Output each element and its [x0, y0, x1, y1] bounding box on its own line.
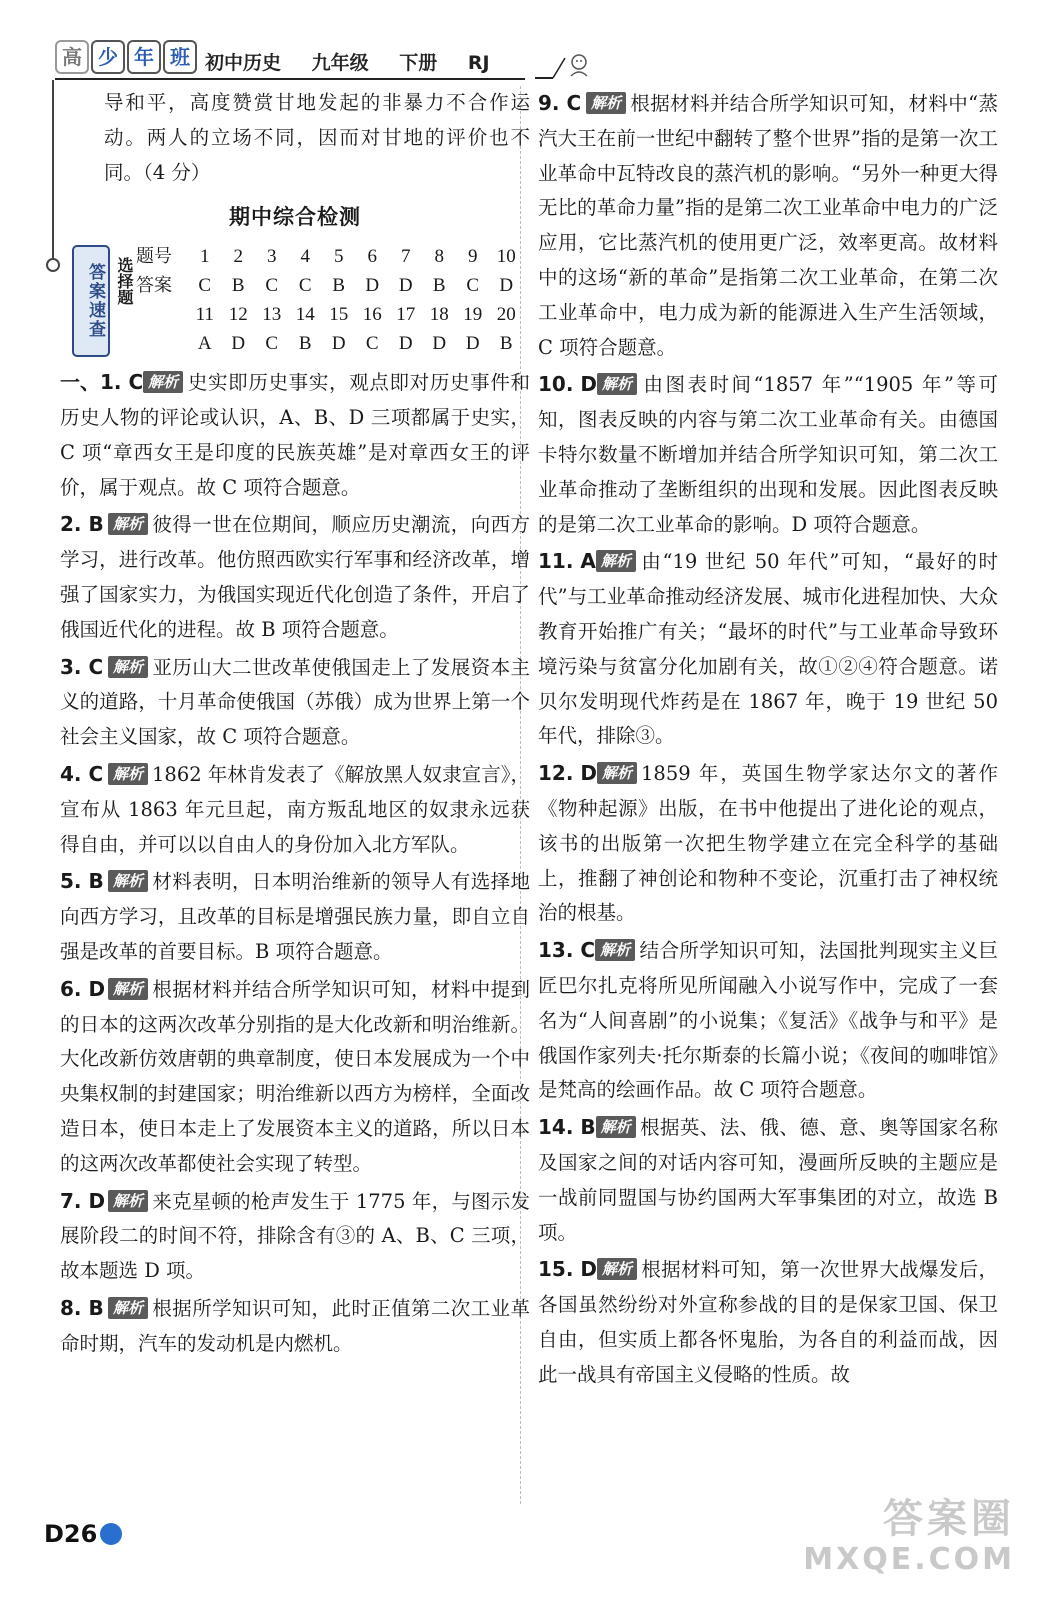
answer-letter: D: [398, 333, 413, 355]
watermark: [755, 1496, 1015, 1586]
answer-letter: B: [432, 275, 446, 297]
answer-number: 10. D: [538, 372, 597, 397]
answer-number: 11. A: [538, 549, 596, 574]
answer-explanation: 彼得一世在位期间，顺应历史潮流，向西方学习，进行改革。他仿照西欧实行军事和经济改革，增强了国家实力，为俄国实现近代化创造了条件，开启了俄国近代化的进程。故 B 项符合题意。: [60, 513, 530, 641]
answer-explanation: 史实即历史事实，观点即对历史事件和历史人物的评论或认识，A、B、D 三项都属于史实，C 项“章西女王是印度的民族英雄”是对章西女王的评价，属于观点。故 C 项符合题意。: [60, 371, 530, 499]
logo-char: 班: [163, 40, 197, 74]
header-edition: RJ: [467, 52, 490, 74]
analysis-badge: 解析: [597, 373, 637, 395]
answer-explanation: 由“19 世纪 50 年代”可知，“最好的时代”与工业革命推动经济发展、城市化进程加快、大众教育开始推广有关；“最坏的时代”与工业革命导致环境污染与贫富分化加剧有关，故①②④符合题意。诺贝尔发明现代炸药是在 1867 年，晚于 19 世纪 50 年代，排除③。: [538, 550, 998, 748]
question-num: 14: [295, 304, 315, 326]
answer-number: 7. D: [60, 1188, 106, 1213]
question-num: 19: [463, 304, 483, 326]
answer-item: [538, 544, 998, 754]
answer-letter: D: [331, 333, 346, 355]
question-num: 12: [228, 304, 248, 326]
analysis-badge: 解析: [108, 1297, 148, 1319]
question-num: 5: [334, 246, 344, 268]
watermark-line1: 答案圈: [883, 1496, 1015, 1542]
page-header: [55, 40, 545, 76]
answer-explanation: 来克星顿的枪声发生于 1775 年，与图示发展阶段二的时间不符，排除含有③的 A、B、C 三项，故本题选 D 项。: [60, 1189, 530, 1283]
choice-label: 选择题: [115, 257, 134, 306]
analysis-badge: 解析: [143, 371, 183, 393]
answer-number: 5. B: [60, 869, 104, 894]
answer-letter: D: [432, 333, 447, 355]
answer-number: 4. C: [60, 761, 104, 786]
question-num: 1: [200, 246, 210, 268]
num-label: 题号: [136, 246, 172, 268]
analysis-badge: 解析: [595, 939, 635, 961]
page-footer: [44, 1520, 122, 1548]
question-num: 16: [362, 304, 382, 326]
question-num: 6: [367, 246, 377, 268]
logo-char: 年: [127, 40, 161, 74]
answer-letter: C: [298, 275, 312, 297]
answer-explanation: 结合所学知识可知，法国批判现实主义巨匠巴尔扎克将所见所闻融入小说写作中，完成了一套名为“人间喜剧”的小说集；《复活》《战争与和平》是俄国作家列夫·托尔斯泰的长篇小说；《夜间的咖啡馆》是梵高的绘画作品。故 C 项符合题意。: [538, 939, 998, 1102]
answer-explanation: 根据所学知识可知，此时正值第二次工业革命时期，汽车的发动机是内燃机。: [60, 1296, 530, 1355]
header-info: [205, 48, 514, 75]
answer-item: [60, 757, 530, 862]
answer-letter: D: [465, 333, 480, 355]
answer-number: 一、1. C: [60, 370, 144, 395]
question-num: 2: [233, 246, 243, 268]
question-num: 13: [262, 304, 282, 326]
analysis-badge: 解析: [108, 763, 148, 785]
answer-letter: B: [231, 275, 245, 297]
question-num: 18: [429, 304, 449, 326]
answer-letter: C: [265, 333, 279, 355]
analysis-badge: 解析: [108, 1190, 148, 1212]
answer-row-ans-2: [136, 330, 523, 359]
answer-letter: A: [197, 333, 212, 355]
question-num: 11: [195, 304, 214, 326]
answer-number: 9. C: [538, 91, 582, 115]
answer-row-nums-1: [136, 243, 523, 272]
answer-letter: C: [198, 275, 212, 297]
question-num: 9: [468, 246, 478, 268]
answer-explanation: 根据材料并结合所学知识可知，材料中“蒸汽大王在前一世纪中翻转了整个世界”指的是第一次工业革命中瓦特改良的蒸汽机的影响。“另外一种更大得无比的革命力量”指的是第二次工业革命中电力的广泛应用，它比蒸汽机的使用更广泛，效率更高。故材料中的这场“新的革命”是指第二次工业革命，在第二次工业革命中，电力成为新的能源进入生产生活领域，C 项符合题意。: [538, 92, 998, 359]
answer-key-tag: 答案速查: [72, 245, 110, 357]
answer-item: [60, 864, 530, 969]
answer-item: [538, 367, 998, 542]
question-num: 8: [434, 246, 444, 268]
intro-text: 导和平，高度赞赏甘地发起的非暴力不合作运动。两人的立场不同，因而对甘地的评价也不同。（4 分）: [104, 91, 530, 184]
answer-item: [538, 933, 998, 1108]
answer-letter: B: [298, 333, 312, 355]
question-num: 3: [267, 246, 277, 268]
analysis-badge: 解析: [108, 978, 148, 1000]
answer-letter: D: [499, 275, 514, 297]
answer-number: 6. D: [60, 976, 106, 1001]
question-num: 10: [496, 246, 516, 268]
answer-letter: B: [332, 275, 346, 297]
answer-explanation: 根据英、法、俄、德、意、奥等国家名称及国家之间的对话内容可知，漫画所反映的主题应是一战前同盟国与协约国两大军事集团的对立，故选 B 项。: [538, 1116, 998, 1244]
answer-letter: C: [265, 275, 279, 297]
answer-letter: D: [365, 275, 380, 297]
question-num: 4: [300, 246, 310, 268]
question-num: 15: [329, 304, 349, 326]
analysis-badge: 解析: [108, 656, 148, 678]
question-num: 7: [401, 246, 411, 268]
answer-explanation: 根据材料可知，第一次世界大战爆发后，各国虽然纷纷对外宣称参战的目的是保家卫国、保卫自由，但实质上都各怀鬼胎，为各自的利益而战，因此一战具有帝国主义侵略的性质。故: [538, 1258, 998, 1386]
answer-number: 12. D: [538, 761, 597, 786]
question-num: 20: [496, 304, 516, 326]
answer-explanation: 由图表时间“1857 年”“1905 年”等可知，图表反映的内容与第二次工业革命有关。由德国卡特尔数量不断增加并结合所学知识可知，第二次工业革命推动了垄断组织的出现和发展。因此图表反映的是第二次工业革命的影响。D 项符合题意。: [538, 373, 998, 536]
answer-explanation: 材料表明，日本明治维新的领导人有选择地向西方学习，且改革的目标是增强民族力量，即自立自强是改革的首要目标。B 项符合题意。: [60, 870, 530, 963]
answer-item: [60, 650, 530, 755]
answer-item: [538, 1110, 998, 1250]
mascot-icon: [535, 48, 595, 82]
section-title: 期中综合检测: [229, 205, 361, 230]
answer-letter: D: [398, 275, 413, 297]
left-margin-rule: [52, 80, 54, 260]
page-number: D26: [44, 1520, 98, 1548]
header-grade: 九年级: [311, 52, 369, 74]
analysis-badge: 解析: [596, 550, 636, 572]
right-column: [538, 86, 998, 1394]
question-num: 17: [396, 304, 416, 326]
answer-number: 8. B: [60, 1295, 104, 1320]
answer-letter: D: [231, 333, 246, 355]
answer-number: 14. B: [538, 1115, 596, 1140]
right-answer-list: [538, 86, 998, 1392]
answer-item: [538, 756, 998, 931]
left-answer-list: [60, 365, 530, 1361]
header-rule: [55, 78, 525, 80]
answer-letter: C: [466, 275, 480, 297]
answer-item: [60, 507, 530, 647]
analysis-badge: 解析: [597, 1258, 637, 1280]
answer-key-grid: [136, 243, 523, 359]
answer-row-nums-2: [136, 301, 523, 330]
answer-item: [60, 972, 530, 1182]
watermark-line2: MXQE.COM: [803, 1542, 1015, 1577]
margin-hook-icon: [46, 258, 60, 272]
answer-number: 13. C: [538, 938, 596, 963]
answer-number: 3. C: [60, 654, 104, 679]
series-logo: [55, 40, 199, 74]
header-volume: 下册: [399, 52, 438, 74]
page-dot-icon: [100, 1523, 122, 1545]
left-column: [60, 86, 530, 1364]
answer-number: 15. D: [538, 1257, 597, 1282]
analysis-badge: 解析: [596, 1116, 636, 1138]
logo-char: 少: [91, 40, 125, 74]
ans-label: 答案: [136, 275, 172, 297]
header-subject: 初中历史: [205, 52, 282, 74]
analysis-badge: 解析: [108, 513, 148, 535]
answer-explanation: 亚历山大二世改革使俄国走上了发展资本主义的道路，十月革命使俄国（苏俄）成为世界上第一个社会主义国家，故 C 项符合题意。: [60, 655, 530, 749]
answer-item: [538, 86, 998, 365]
answer-row-ans-1: [136, 272, 523, 301]
analysis-badge: 解析: [586, 92, 626, 114]
answer-key-box: [60, 241, 530, 359]
answer-number: 2. B: [60, 512, 104, 537]
answer-item: [60, 365, 530, 505]
answer-letter: B: [499, 333, 513, 355]
logo-char: 高: [55, 40, 89, 74]
answer-item: [60, 1291, 530, 1362]
answer-explanation: 1859 年，英国生物学家达尔文的著作《物种起源》出版，在书中他提出了进化论的观点，该书的出版第一次把生物学建立在完全科学的基础上，推翻了神创论和物种不变论，沉重打击了神权统治的根基。: [538, 762, 998, 925]
answer-explanation: 1862 年林肯发表了《解放黑人奴隶宣言》，宣布从 1863 年元旦起，南方叛乱地区的奴隶永远获得自由，并可以以自由人的身份加入北方军队。: [60, 762, 530, 856]
answer-item: [538, 1252, 998, 1392]
analysis-badge: 解析: [597, 762, 637, 784]
answer-item: [60, 1184, 530, 1289]
analysis-badge: 解析: [108, 870, 148, 892]
answer-letter: C: [365, 333, 379, 355]
answer-explanation: 根据材料并结合所学知识可知，材料中提到的日本的这两次改革分别指的是大化改新和明治维新。大化改新仿效唐朝的典章制度，使日本发展成为一个中央集权制的封建国家；明治维新以西方为榜样，全面改造日本，使日本走上了发展资本主义的道路，所以日本的这两次改革都使社会实现了转型。: [60, 977, 530, 1175]
